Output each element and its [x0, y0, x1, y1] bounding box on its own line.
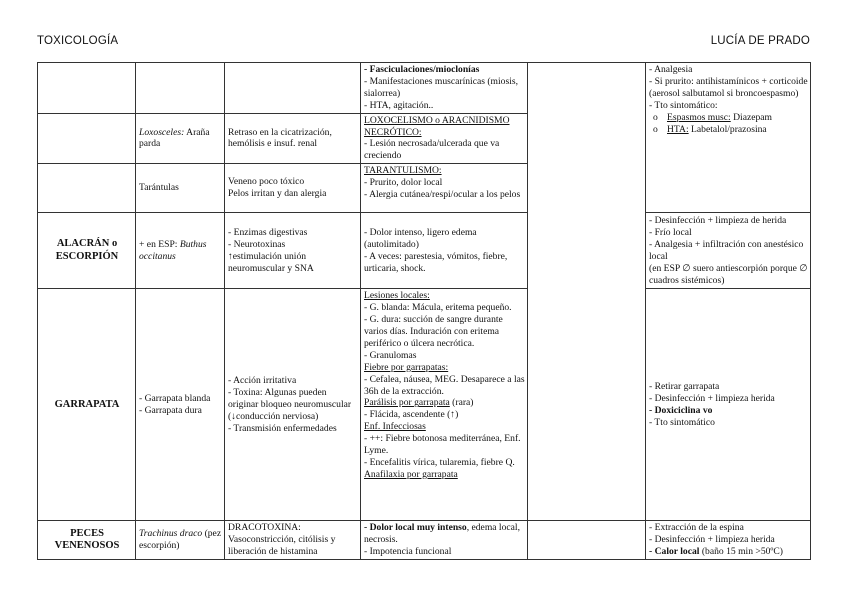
treatment-subitem: [649, 112, 808, 124]
agent-genus: Loxosceles:: [139, 126, 185, 138]
treatment-line: - Analgesia + infiltración con anestésico local: [649, 238, 804, 262]
table-row: [38, 521, 811, 560]
clinical-title: Anafilaxia por garrapata: [364, 468, 458, 480]
treatment-cell: [646, 63, 811, 213]
treatment-line: - Desinfección + limpieza herida: [649, 392, 775, 404]
treatment-line: - Retirar garrapata: [649, 380, 720, 392]
treatment-line: - Extracción de la espina: [649, 522, 744, 534]
treatment-line: (en ESP ∅ suero antiescorpión porque ∅ cuadros sistémicos): [649, 262, 808, 286]
species-name-cell: PECES VENENOSOS: [38, 521, 136, 560]
clinical-title: TARANTULISMO:: [364, 165, 442, 177]
clinical-line: - Manifestaciones muscarínicas (miosis, sialorrea): [364, 75, 518, 99]
clinical-text: , edema local, necrosis.: [364, 522, 520, 546]
clinical-line: - Fasciculaciones/mioclonías: [364, 64, 480, 75]
mechanism-line: - Acción irritativa: [228, 374, 297, 386]
agent-cell: [136, 213, 225, 289]
clinical-line: - Cefalea, náusea, MEG. Desaparece a las 36h de la extracción.: [364, 373, 525, 397]
treatment-line: - Si prurito: antihistamínicos + corticoide (aerosol salbutamol si broncoespasmo): [649, 75, 808, 99]
clinical-title: Fiebre por garrapatas:: [364, 361, 449, 373]
treatment-line: - Desinfección + limpieza herida: [649, 534, 775, 546]
treatment-emphasis: - Calor local: [649, 546, 700, 558]
subitem-value: Diazepam: [730, 111, 772, 123]
agent-line: - Garrapata dura: [139, 404, 202, 416]
mechanism-cell: [225, 213, 361, 289]
clinical-line: - ++: Fiebre botonosa mediterránea, Enf. Lyme.: [364, 433, 521, 457]
empty-column-cell: [528, 521, 646, 560]
clinical-line: - HTA, agitación..: [364, 99, 434, 111]
treatment-line: [649, 546, 808, 558]
agent-cell: [136, 113, 225, 164]
agent-cell: [136, 289, 225, 521]
clinical-title-line: [364, 397, 525, 409]
species-name-cell: ALACRÁN o ESCORPIÓN: [38, 213, 136, 289]
mechanism-line: - Transmisión enfermedades: [228, 422, 337, 434]
table-row: [38, 289, 811, 521]
clinical-title: LOXOCELISMO o ARACNIDISMO NECRÓTICO:: [364, 114, 510, 138]
clinical-line: - Impotencia funcional: [364, 546, 452, 558]
mechanism-cell: [225, 164, 361, 213]
treatment-cell: [646, 521, 811, 560]
clinical-cell: [361, 63, 528, 114]
clinical-line: - Dolor intenso, ligero edema (autolimitado): [364, 226, 477, 250]
mechanism-cell: [225, 289, 361, 521]
agent-species: Buthus occitanus: [139, 238, 207, 262]
clinical-line: - Granulomas: [364, 349, 417, 361]
treatment-text: (baño 15 min >50ºC): [699, 546, 783, 558]
clinical-title: Enf. Infecciosas: [364, 421, 426, 433]
clinical-note: (rara): [449, 397, 474, 409]
clinical-line: [364, 522, 525, 546]
clinical-cell: [361, 213, 528, 289]
table-row: [38, 63, 811, 114]
agent-common-name: (pez escorpión): [139, 528, 222, 552]
clinical-title: Parálisis por garrapata: [364, 397, 450, 409]
clinical-line: - Alergia cutánea/respi/ocular a los pelos: [364, 189, 521, 201]
treatment-subitem: [649, 124, 808, 136]
treatment-line: - Analgesia: [649, 64, 693, 75]
treatment-cell: [646, 289, 811, 521]
table-row: [38, 213, 811, 289]
empty-column-cell: [528, 63, 646, 521]
clinical-line: - A veces: parestesia, vómitos, fiebre, urticaria, shock.: [364, 250, 508, 274]
treatment-line: - Frío local: [649, 226, 692, 238]
clinical-line: - G. dura: succión de sangre durante varios días. Induración con eritema periférico o úlcera necrótica.: [364, 314, 503, 349]
mechanism-line: Pelos irritan y dan alergia: [228, 188, 327, 200]
header-title-left: TOXICOLOGÍA: [37, 35, 119, 47]
species-name-cell: GARRAPATA: [38, 289, 136, 521]
clinical-cell: [361, 113, 528, 164]
clinical-cell: [361, 521, 528, 560]
subitem-label: HTA:: [667, 123, 689, 135]
agent-line: - Garrapata blanda: [139, 392, 211, 404]
agent-species: Trachinus draco: [139, 528, 203, 540]
mechanism-cell: DRACOTOXINA: Vasoconstricción, citólisis y liberación de histamina: [225, 521, 361, 560]
clinical-line: - Prurito, dolor local: [364, 177, 443, 189]
clinical-line: - Flácida, ascendente (↑): [364, 409, 459, 421]
treatment-line: - Desinfección + limpieza de herida: [649, 215, 787, 227]
species-name-cell: [38, 63, 136, 114]
mechanism-line: Veneno poco tóxico: [228, 176, 305, 188]
mechanism-cell: Retraso en la cicatrización, hemólisis e insuf. renal: [225, 113, 361, 164]
subitem-value: Labetalol/prazosina: [688, 123, 767, 135]
clinical-title: Lesiones locales:: [364, 290, 430, 302]
species-name-cell: [38, 113, 136, 164]
clinical-line: - Lesión necrosada/ulcerada que va creciendo: [364, 138, 500, 162]
clinical-line: - G. blanda: Mácula, eritema pequeño.: [364, 302, 512, 314]
mechanism-line: - Toxina: Algunas pueden originar bloqueo neuromuscular (↓conducción nerviosa): [228, 386, 352, 422]
mechanism-line: - Neurotoxinas: [228, 238, 286, 250]
agent-cell: [136, 63, 225, 114]
treatment-line: - Doxiciclina vo: [649, 404, 713, 416]
subitem-label: Espasmos musc:: [667, 111, 731, 123]
clinical-cell: [361, 164, 528, 213]
treatment-line: - Tto sintomático:: [649, 99, 718, 111]
mechanism-line: ↑estimulación unión neuromuscular y SNA: [228, 250, 314, 274]
treatment-line: - Tto sintomático: [649, 416, 715, 428]
clinical-line: - Encefalitis vírica, tularemia, fiebre Q.: [364, 456, 515, 468]
clinical-cell: [361, 289, 528, 521]
clinical-emphasis: - Dolor local muy intenso: [364, 522, 467, 534]
agent-cell: Tarántulas: [136, 164, 225, 213]
toxicology-table: [37, 62, 811, 560]
agent-prefix: + en ESP:: [139, 238, 180, 250]
species-name-cell: [38, 164, 136, 213]
mechanism-line: - Enzimas digestivas: [228, 226, 308, 238]
header-author-right: LUCÍA DE PRADO: [710, 35, 810, 47]
treatment-cell: [646, 213, 811, 289]
mechanism-cell: [225, 63, 361, 114]
agent-common-name: Araña parda: [139, 126, 210, 150]
agent-cell: [136, 521, 225, 560]
